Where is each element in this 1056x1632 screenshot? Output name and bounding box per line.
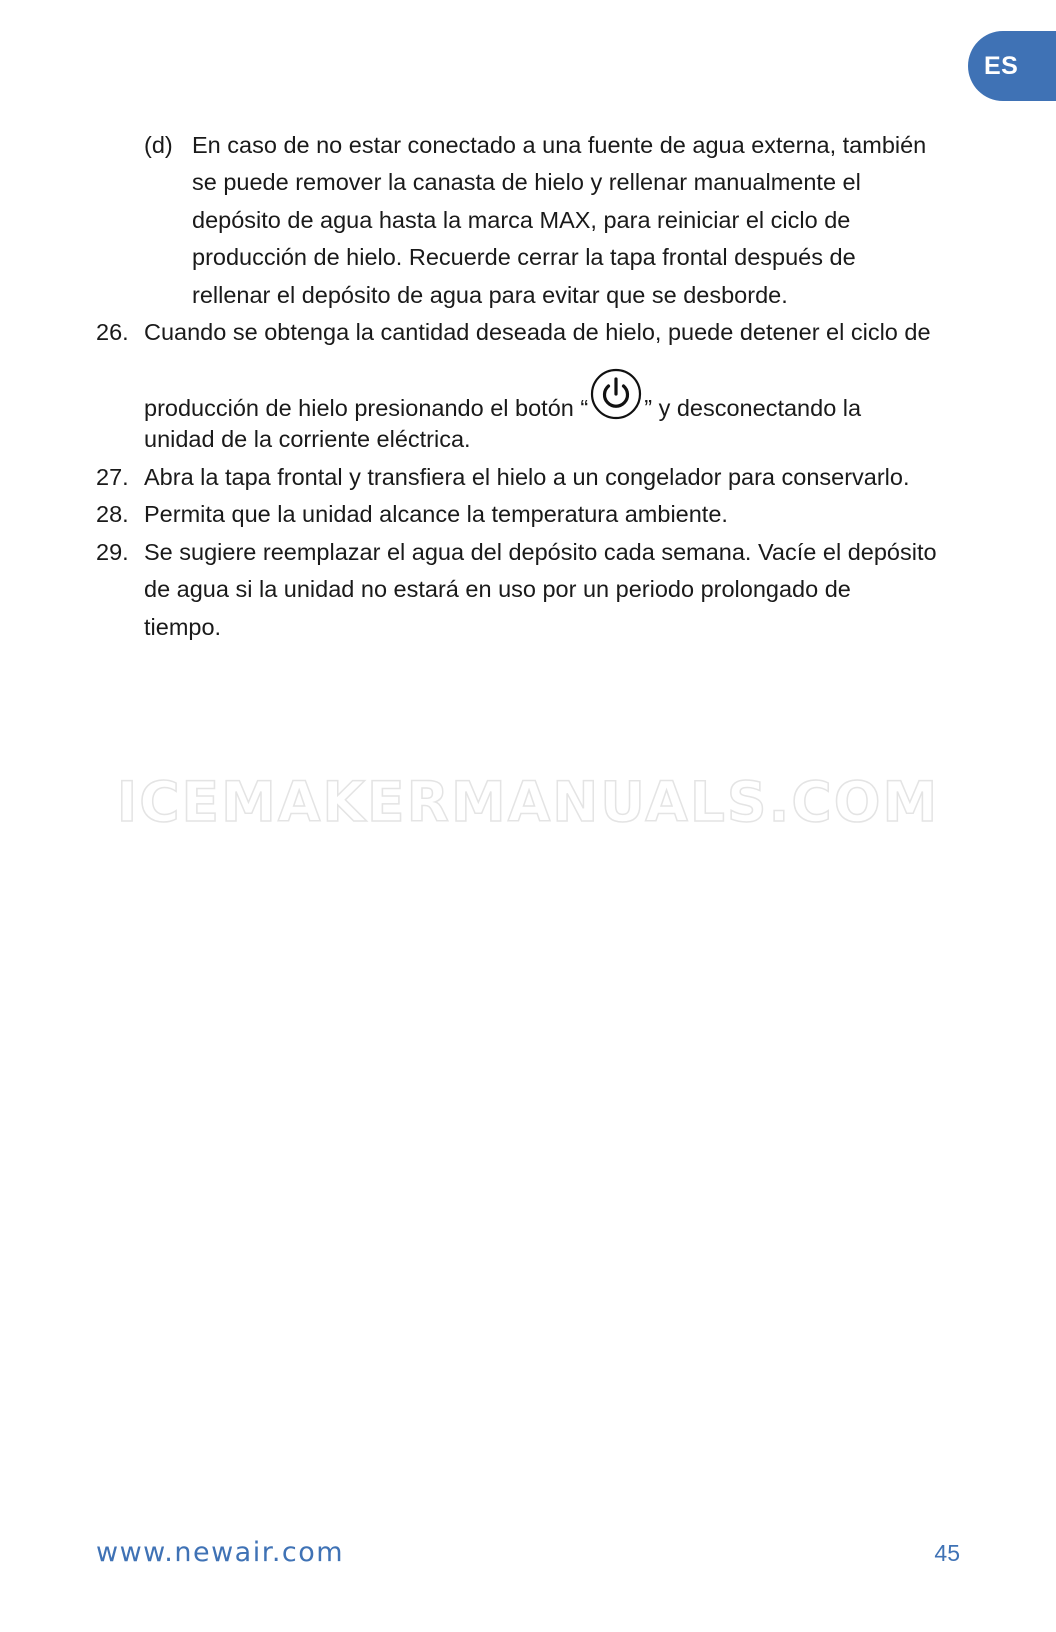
watermark: ICEMAKERMANUALS.COM: [116, 770, 940, 834]
item-26-line-2-before: producción de hielo presionando el botón “: [144, 395, 589, 422]
item-27-line-1: Abra la tapa frontal y transfiera el hielo a un congelador para conservarlo.: [144, 464, 910, 490]
item-28-line-1: Permita que la unidad alcance la temperatura ambiente.: [144, 501, 728, 527]
item-26-marker: 26.: [96, 319, 129, 345]
item-29-line-2: de agua si la unidad no estará en uso por un periodo prolongado de: [144, 576, 851, 602]
language-label: ES: [984, 51, 1019, 80]
item-28-marker: 28.: [96, 501, 129, 527]
power-icon: [590, 368, 642, 420]
item-26-line-2-after: ” y desconectando la: [644, 395, 862, 422]
item-d-line-5: rellenar el depósito de agua para evitar que se desborde.: [192, 282, 788, 308]
language-tab: [968, 31, 1056, 101]
page-number: 45: [934, 1540, 960, 1566]
item-27-marker: 27.: [96, 464, 129, 490]
item-d-line-4: producción de hielo. Recuerde cerrar la tapa frontal después de: [192, 244, 856, 270]
item-d-marker: (d): [144, 132, 173, 158]
item-d-line-1: En caso de no estar conectado a una fuente de agua externa, también: [192, 132, 927, 158]
footer-website-link[interactable]: www.newair.com: [96, 1537, 345, 1568]
item-29-marker: 29.: [96, 539, 129, 565]
item-26-line-1: Cuando se obtenga la cantidad deseada de hielo, puede detener el ciclo de: [144, 319, 931, 345]
item-d-line-2: se puede remover la canasta de hielo y rellenar manualmente el: [192, 169, 861, 195]
item-29-line-1: Se sugiere reemplazar el agua del depósito cada semana. Vacíe el depósito: [144, 539, 937, 565]
item-29-line-3: tiempo.: [144, 614, 222, 640]
item-26-line-3: unidad de la corriente eléctrica.: [144, 426, 471, 452]
item-d-line-3: depósito de agua hasta la marca MAX, para reiniciar el ciclo de: [192, 207, 851, 233]
